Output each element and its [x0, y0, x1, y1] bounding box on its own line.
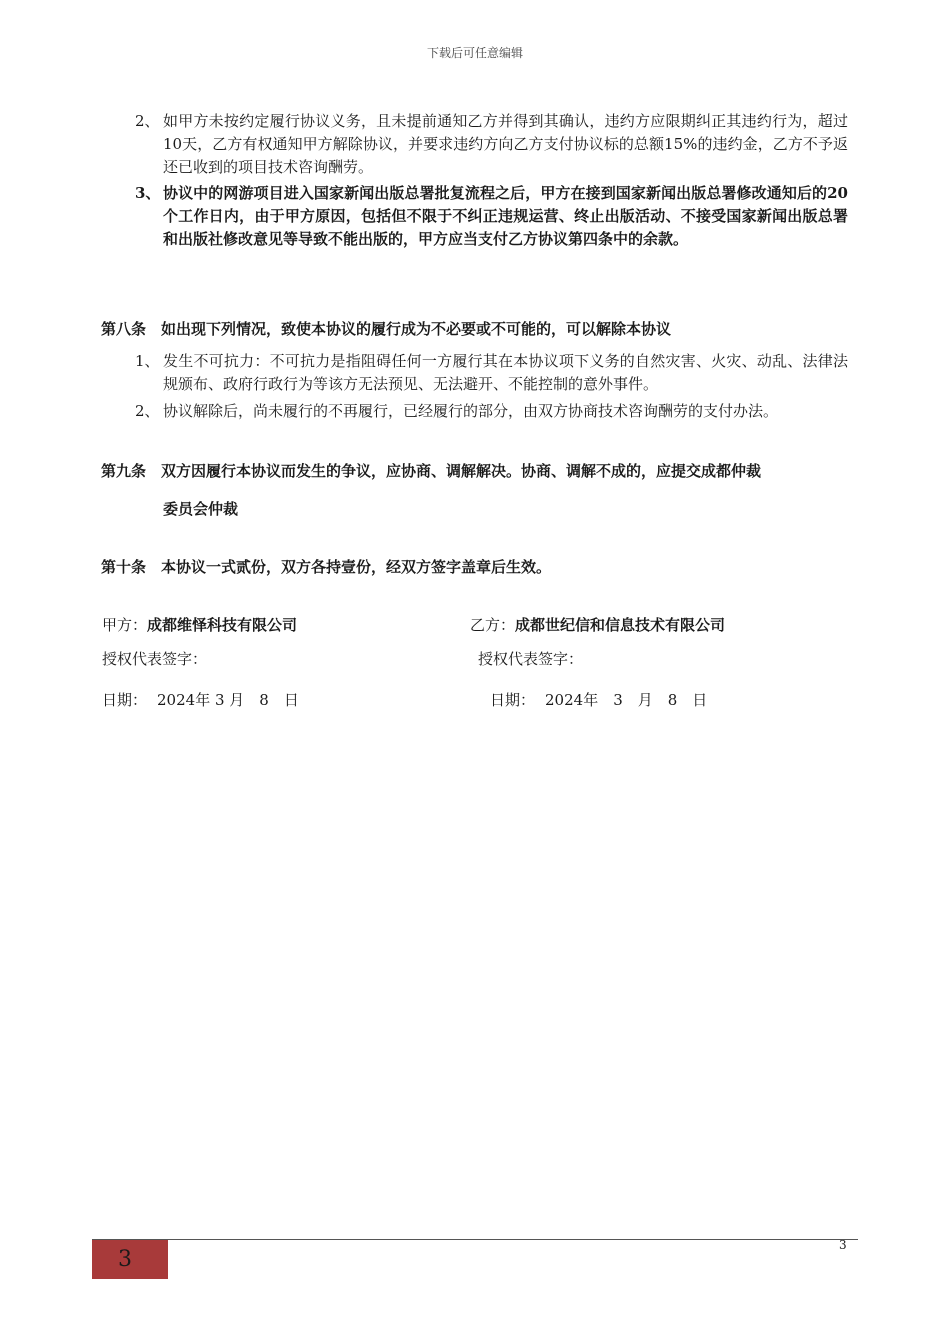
footer-page-number: 3: [839, 1238, 847, 1252]
clause7-item-2: [103, 110, 848, 179]
party-a-date-line: [102, 689, 299, 710]
party-b-line: [470, 614, 725, 635]
clause10: 第十条 本协议一式贰份，双方各持壹份，经双方签字盖章后生效。: [101, 558, 552, 576]
clause8-item-1: [103, 350, 848, 396]
party-a-sign-label: 授权代表签字：: [102, 650, 208, 668]
item-number: 1、: [135, 352, 160, 370]
clause8-title: 第八条 如出现下列情况，致使本协议的履行成为不必要或不可能的，可以解除本协议: [101, 320, 672, 338]
clause9-line1: 第九条 双方因履行本协议而发生的争议，应协商、调解解决。协商、调解不成的，应提交成都仲裁: [101, 462, 762, 480]
footer-page-box: 3: [92, 1240, 168, 1279]
party-b-label: 乙方：: [470, 616, 516, 634]
item-number: 2、: [135, 112, 160, 130]
clause8-item-2: [103, 400, 848, 423]
clause9-line2: 委员会仲裁: [163, 500, 239, 518]
party-a-label: 甲方：: [102, 616, 148, 634]
party-a-date-label: 日期：: [102, 691, 148, 709]
party-b-sign-label: 授权代表签字：: [478, 650, 584, 668]
clause7-item-3: [103, 182, 848, 251]
party-a-name: 成都维怿科技有限公司: [147, 616, 298, 634]
party-b-date-label: 日期：: [490, 691, 536, 709]
party-b-date-line: [490, 689, 707, 710]
item-text: 如甲方未按约定履行协议义务，且未提前通知乙方并得到其确认，违约方应限期纠正其违约行为，超过10天，乙方有权通知甲方解除协议，并要求违约方向乙方支付协议标的总额15%的违约金，乙方不予返还已收到的项目技术咨询酬劳。: [163, 112, 848, 176]
item-text: 发生不可抗力：不可抗力是指阻碍任何一方履行其在本协议项下义务的自然灾害、火灾、动乱、法律法规颁布、政府行政行为等该方无法预见、无法避开、不能控制的意外事件。: [163, 352, 848, 393]
footer-divider: [92, 1239, 858, 1240]
party-b-name: 成都世纪信和信息技术有限公司: [515, 616, 726, 634]
party-a-date: 2024年 3 月 8 日: [157, 691, 299, 709]
party-a-line: [102, 614, 297, 635]
page-header: 下载后可任意编辑: [426, 46, 523, 60]
party-b-date: 2024年 3 月 8 日: [545, 691, 708, 709]
item-text: 协议解除后，尚未履行的不再履行，已经履行的部分，由双方协商技术咨询酬劳的支付办法。: [163, 402, 779, 420]
item-text: 协议中的网游项目进入国家新闻出版总署批复流程之后，甲方在接到国家新闻出版总署修改通知后的20个工作日内，由于甲方原因，包括但不限于不纠正违规运营、终止出版活动、不接受国家新闻出版总署和出版社修改意见等导致不能出版的，甲方应当支付乙方协议第四条中的余款。: [163, 184, 848, 248]
item-number: 2、: [135, 402, 160, 420]
item-number: 3、: [135, 184, 161, 202]
